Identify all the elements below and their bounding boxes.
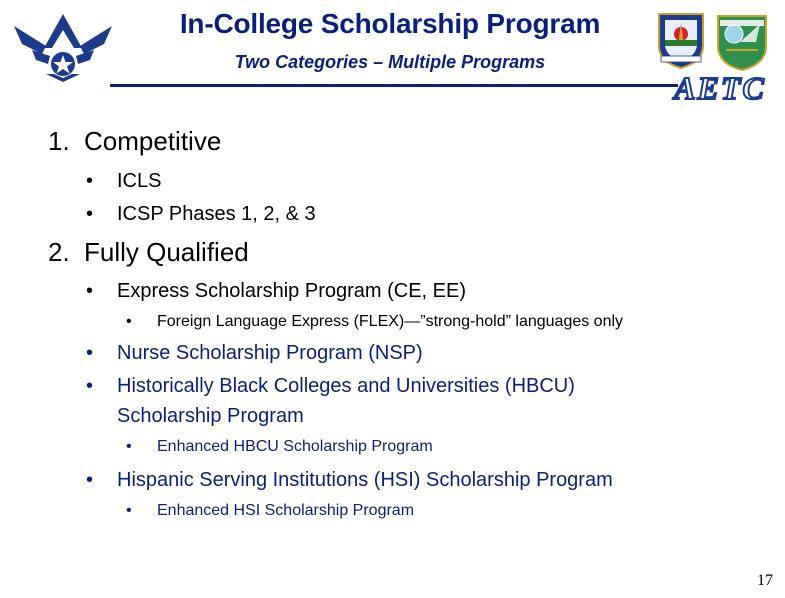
list-label: Fully Qualified bbox=[84, 237, 249, 267]
list-number: 2. bbox=[48, 237, 70, 267]
aetc-wordmark-logo bbox=[663, 70, 778, 106]
bullet-text: Enhanced HSI Scholarship Program bbox=[157, 502, 415, 519]
bullet-icon: • bbox=[86, 342, 94, 364]
svg-text:AETC: AETC bbox=[674, 70, 766, 106]
list-label: Competitive bbox=[84, 126, 222, 156]
bullet-text: Foreign Language Express (FLEX)—”strong-hold” languages only bbox=[157, 313, 624, 330]
bullet-icon: • bbox=[86, 469, 94, 491]
list-number: 1. bbox=[48, 126, 70, 156]
air-force-symbol-logo bbox=[12, 8, 114, 82]
sub-bullet-enhanced-hsi bbox=[126, 502, 414, 520]
bullet-hbcu bbox=[86, 375, 575, 398]
bullet-hbcu-continued bbox=[86, 405, 304, 428]
bullet-text: ICSP Phases 1, 2, & 3 bbox=[117, 203, 316, 225]
bullet-icls bbox=[86, 170, 161, 193]
bullet-text: Hispanic Serving Institutions (HSI) Scholarship Program bbox=[117, 469, 613, 491]
air-university-seal-icon bbox=[712, 12, 772, 72]
bullet-text: Historically Black Colleges and Universities (HBCU) bbox=[117, 375, 575, 397]
bullet-icon: • bbox=[86, 203, 94, 225]
aetc-seal-icon bbox=[651, 10, 711, 70]
list-item-competitive bbox=[48, 126, 221, 157]
slide-subtitle: Two Categories – Multiple Programs bbox=[234, 52, 546, 72]
bullet-text: Nurse Scholarship Program (NSP) bbox=[117, 342, 423, 364]
bullet-icon: • bbox=[86, 280, 94, 302]
title-underline bbox=[110, 84, 678, 87]
bullet-icon: • bbox=[126, 313, 132, 330]
bullet-icon: • bbox=[86, 375, 94, 397]
bullet-hsi bbox=[86, 469, 613, 492]
list-item-fully-qualified bbox=[48, 237, 249, 268]
page-number: 17 bbox=[757, 572, 773, 589]
bullet-express-scholarship bbox=[86, 280, 466, 303]
bullet-icon: • bbox=[86, 170, 94, 192]
bullet-nurse-scholarship bbox=[86, 342, 423, 365]
bullet-icsp bbox=[86, 203, 316, 226]
bullet-text: Enhanced HBCU Scholarship Program bbox=[157, 438, 433, 455]
bullet-text: ICLS bbox=[117, 170, 162, 192]
bullet-icon: • bbox=[126, 502, 132, 519]
sub-bullet-flex bbox=[126, 313, 623, 331]
bullet-icon: • bbox=[126, 438, 132, 455]
bullet-text: Scholarship Program bbox=[117, 405, 304, 427]
bullet-text: Express Scholarship Program (CE, EE) bbox=[117, 280, 467, 302]
slide-title: In-College Scholarship Program bbox=[179, 8, 601, 39]
sub-bullet-enhanced-hbcu bbox=[126, 438, 433, 456]
